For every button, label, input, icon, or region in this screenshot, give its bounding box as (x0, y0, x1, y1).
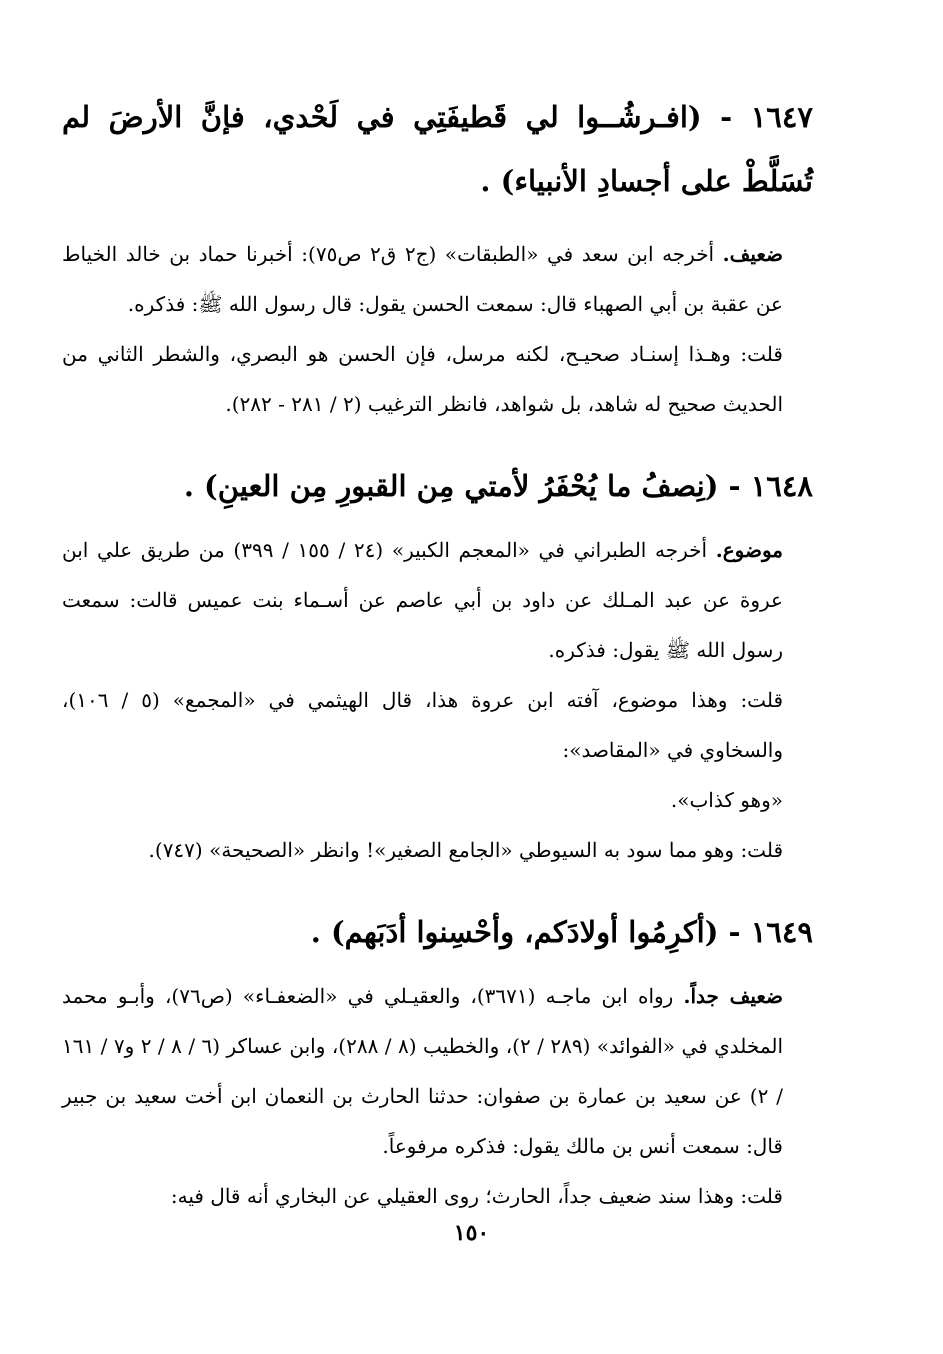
hadith-1648-note: قلت: وهو مما سود به السيوطي «الجامع الصغير»! وانظر «الصحيحة» (٧٤٧). (148, 838, 783, 862)
hadith-1649-heading: ١٦٤٩ - (أكرِمُوا أولادَكم، وأحْسِنوا أدَبَهم) . (310, 915, 813, 949)
hadith-1648 (62, 457, 813, 875)
hadith-1649-comment: قلت: وهذا سند ضعيف جداً، الحارث؛ روى العقيلي عن البخاري أنه قال فيه: (170, 1184, 783, 1208)
hadith-1648-comment: قلت: وهذا موضوع، آفته ابن عروة هذا، قال الهيثمي في «المجمع» (٥ / ١٠٦)، والسخاوي في «المقاصد»: (62, 688, 783, 762)
hadith-1648-heading: ١٦٤٨ - (نِصفُ ما يُحْفَرُ لأمتي مِن القبورِ مِن العينِ) . (183, 469, 813, 503)
hadith-1647-comment: قلت: وهـذا إسنـاد صحيـح، لكنه مرسل، فإن الحسن هو البصري، والشطر الثاني من الحديث صحيح له شاهد، بل شواهد، فانظر الترغيب (٢ / ٢٨١ - ٢٨٢). (62, 342, 783, 416)
hadith-1647-takhrij-text: أخرجه ابن سعد في «الطبقات» (ج٢ ق٢ ص٧٥): أخبرنا حماد بن خالد الخياط عن عقبة بن أبي الصهباء قال: سمعت الحسن يقول: قال رسول الله ﷺ: فذكره. (62, 242, 783, 316)
hadith-1648-takhrij (62, 525, 813, 675)
hadith-1649-takhrij-text: رواه ابن ماجـه (٣٦٧١)، والعقيـلي في «الضعفـاء» (ص٧٦)، وأبـو محمد المخلدي في «الفوائد» (٢٨٩ / ٢)، والخطيب (٨ / ٢٨٨)، وابن عساكر (٦ / ٨ / ٢ و٧ / ١٦١ / ٢) عن سعيد بن عمارة بن صفوان: حدثنا الحارث بن النعمان ابن أخت سعيد بن جبير قال: سمعت أنس بن مالك يقول: فذكره مرفوعاً. (62, 984, 784, 1158)
hadith-1649 (62, 903, 813, 1221)
hadith-1649-takhrij (62, 971, 813, 1171)
hadith-1648-quote: «وهو كذاب». (670, 788, 783, 812)
hadith-1649-grade: ضعيف جداً. (683, 984, 784, 1008)
hadith-1647-grade: ضعيف. (722, 242, 784, 266)
hadith-1648-takhrij-text: أخرجه الطبراني في «المعجم الكبير» (٢٤ / ١٥٥ / ٣٩٩) من طريق علي ابن عروة عن عبد المـلك عن داود بن أبي عاصم عن أسـماء بنت عميس قالت: سمعت رسول الله ﷺ يقول: فذكره. (62, 538, 783, 662)
hadith-1647-takhrij (62, 229, 813, 329)
hadith-1647 (62, 85, 813, 429)
hadith-1648-grade: موضوع. (715, 538, 784, 562)
page-number: ١٥٠ (453, 1220, 490, 1246)
hadith-1647-heading: ١٦٤٧ - (افـرشُــوا لي قَطيفَتِي في لَحْدي، فإنَّ الأرضَ لم تُسَلَّطْ على أجسادِ الأنبياء) . (62, 100, 813, 198)
